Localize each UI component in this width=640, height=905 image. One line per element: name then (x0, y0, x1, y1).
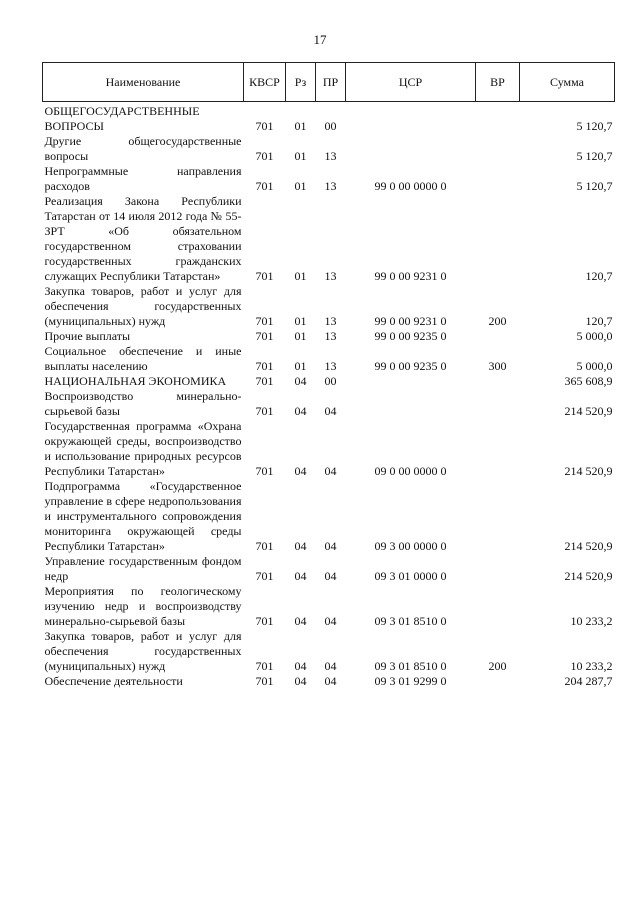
row-vr (476, 102, 520, 135)
row-rz: 04 (294, 614, 307, 628)
row-csr: 99 0 00 9231 0 (374, 314, 447, 328)
row-kvsr: 701 (255, 404, 274, 418)
table-row (43, 374, 615, 389)
row-csr (346, 374, 476, 389)
table-header (43, 63, 615, 102)
row-csr (346, 102, 476, 135)
row-kvsr: 701 (255, 314, 274, 328)
row-csr: 99 0 00 9231 0 (374, 269, 447, 283)
row-sum: 5 120,7 (576, 179, 613, 193)
table-row (43, 674, 615, 689)
row-rz: 01 (294, 119, 307, 133)
row-sum: 214 520,9 (564, 464, 613, 478)
table-row (43, 419, 615, 479)
row-sum: 10 233,2 (570, 614, 613, 628)
row-rz: 04 (294, 659, 307, 673)
row-kvsr: 701 (255, 569, 274, 583)
row-vr (476, 389, 520, 419)
row-pr: 04 (324, 404, 337, 418)
table-row (43, 479, 615, 554)
row-rz: 04 (294, 404, 307, 418)
row-csr: 99 0 00 0000 0 (374, 179, 447, 193)
row-vr (476, 329, 520, 344)
row-name: Прочие выплаты (44, 329, 131, 343)
row-csr (346, 134, 476, 164)
row-name: Реализация Закона Республики Татарстан от 14 июля 2012 года № 55-ЗРТ «Об обязательном государственном страховании государственных гражданских служащих Республики Татарстан» (44, 194, 242, 283)
row-rz: 04 (294, 464, 307, 478)
row-sum: 5 120,7 (576, 119, 613, 133)
row-kvsr: 701 (255, 149, 274, 163)
row-rz: 01 (294, 179, 307, 193)
row-name: Закупка товаров, работ и услуг для обеспечения государственных (муниципальных) нужд (44, 284, 242, 328)
row-rz: 01 (294, 314, 307, 328)
row-csr: 09 3 01 8510 0 (374, 659, 447, 673)
row-name: Обеспечение деятельности (44, 674, 183, 688)
row-rz: 04 (294, 539, 307, 553)
row-pr: 00 (324, 119, 337, 133)
header-vr: ВР (476, 63, 520, 102)
row-csr: 99 0 00 9235 0 (374, 359, 447, 373)
row-pr: 04 (324, 659, 337, 673)
table-row (43, 629, 615, 674)
table-body (43, 102, 615, 690)
table-row (43, 134, 615, 164)
row-csr: 09 3 01 8510 0 (374, 614, 447, 628)
row-sum: 214 520,9 (564, 539, 613, 553)
row-vr (476, 584, 520, 629)
row-pr: 13 (324, 329, 337, 343)
row-csr: 09 3 01 9299 0 (374, 674, 447, 688)
row-vr (476, 374, 520, 389)
row-name: Другие общегосударственные вопросы (44, 134, 242, 163)
row-kvsr: 701 (255, 359, 274, 373)
header-kvsr: КВСР (244, 63, 286, 102)
row-vr: 300 (488, 359, 507, 373)
row-csr: 09 3 00 0000 0 (374, 539, 447, 553)
row-name: Управление государственным фондом недр (44, 554, 242, 583)
header-rz: Рз (286, 63, 316, 102)
row-csr: 09 3 01 0000 0 (374, 569, 447, 583)
row-rz: 01 (294, 329, 307, 343)
row-kvsr: 701 (255, 374, 274, 388)
row-name: Закупка товаров, работ и услуг для обеспечения государственных (муниципальных) нужд (44, 629, 242, 673)
row-kvsr: 701 (255, 674, 274, 688)
budget-table (42, 62, 615, 689)
row-kvsr: 701 (255, 329, 274, 343)
row-vr (476, 164, 520, 194)
row-name: ОБЩЕГОСУДАРСТВЕННЫЕ ВОПРОСЫ (44, 104, 200, 133)
row-vr (476, 194, 520, 284)
row-name: Государственная программа «Охрана окружающей среды, воспроизводство и использование природных ресурсов Республики Татарстан» (44, 419, 242, 478)
table-row (43, 344, 615, 374)
row-vr (476, 419, 520, 479)
row-kvsr: 701 (255, 539, 274, 553)
row-pr: 13 (324, 149, 337, 163)
table-row (43, 194, 615, 284)
row-sum: 365 608,9 (564, 374, 613, 388)
table-row (43, 329, 615, 344)
row-csr: 99 0 00 9235 0 (374, 329, 447, 343)
row-kvsr: 701 (255, 614, 274, 628)
row-vr (476, 134, 520, 164)
row-pr: 13 (324, 269, 337, 283)
row-name: Непрограммные направления расходов (44, 164, 242, 193)
row-rz: 01 (294, 359, 307, 373)
row-vr: 200 (488, 314, 507, 328)
row-rz: 04 (294, 674, 307, 688)
row-kvsr: 701 (255, 269, 274, 283)
row-rz: 04 (294, 569, 307, 583)
row-sum: 5 000,0 (576, 329, 613, 343)
row-name: Подпрограмма «Государственное управление в сфере недропользования и инструментального сопровождения мониторинга окружающей среды Республики Татарстан» (44, 479, 242, 553)
row-name: Социальное обеспечение и иные выплаты населению (44, 344, 242, 373)
header-sum: Сумма (520, 63, 615, 102)
row-pr: 13 (324, 314, 337, 328)
row-csr (346, 389, 476, 419)
table-row (43, 164, 615, 194)
row-csr: 09 0 00 0000 0 (374, 464, 447, 478)
row-kvsr: 701 (255, 659, 274, 673)
row-vr (476, 674, 520, 689)
row-sum: 214 520,9 (564, 404, 613, 418)
row-pr: 04 (324, 539, 337, 553)
row-vr (476, 479, 520, 554)
row-sum: 120,7 (585, 314, 613, 328)
row-sum: 204 287,7 (564, 674, 613, 688)
table-row (43, 284, 615, 329)
row-pr: 04 (324, 614, 337, 628)
table-row (43, 554, 615, 584)
table-row (43, 584, 615, 629)
row-rz: 01 (294, 149, 307, 163)
header-name: Наименование (43, 63, 244, 102)
row-name: Мероприятия по геологическому изучению недр и воспроизводству минерально-сырьевой базы (44, 584, 242, 628)
row-kvsr: 701 (255, 119, 274, 133)
row-sum: 10 233,2 (570, 659, 613, 673)
row-vr: 200 (488, 659, 507, 673)
row-sum: 5 000,0 (576, 359, 613, 373)
row-kvsr: 701 (255, 179, 274, 193)
table-row (43, 389, 615, 419)
row-sum: 5 120,7 (576, 149, 613, 163)
row-name: Воспроизводство минерально-сырьевой базы (44, 389, 242, 418)
header-pr: ПР (316, 63, 346, 102)
row-pr: 04 (324, 569, 337, 583)
row-sum: 214 520,9 (564, 569, 613, 583)
row-kvsr: 701 (255, 464, 274, 478)
table-row (43, 102, 615, 135)
row-pr: 04 (324, 464, 337, 478)
page-number: 17 (313, 32, 327, 47)
row-vr (476, 554, 520, 584)
row-sum: 120,7 (585, 269, 613, 283)
row-pr: 04 (324, 674, 337, 688)
row-rz: 01 (294, 269, 307, 283)
row-name: НАЦИОНАЛЬНАЯ ЭКОНОМИКА (44, 374, 227, 388)
row-pr: 00 (324, 374, 337, 388)
row-rz: 04 (294, 374, 307, 388)
row-pr: 13 (324, 179, 337, 193)
row-pr: 13 (324, 359, 337, 373)
header-csr: ЦСР (346, 63, 476, 102)
